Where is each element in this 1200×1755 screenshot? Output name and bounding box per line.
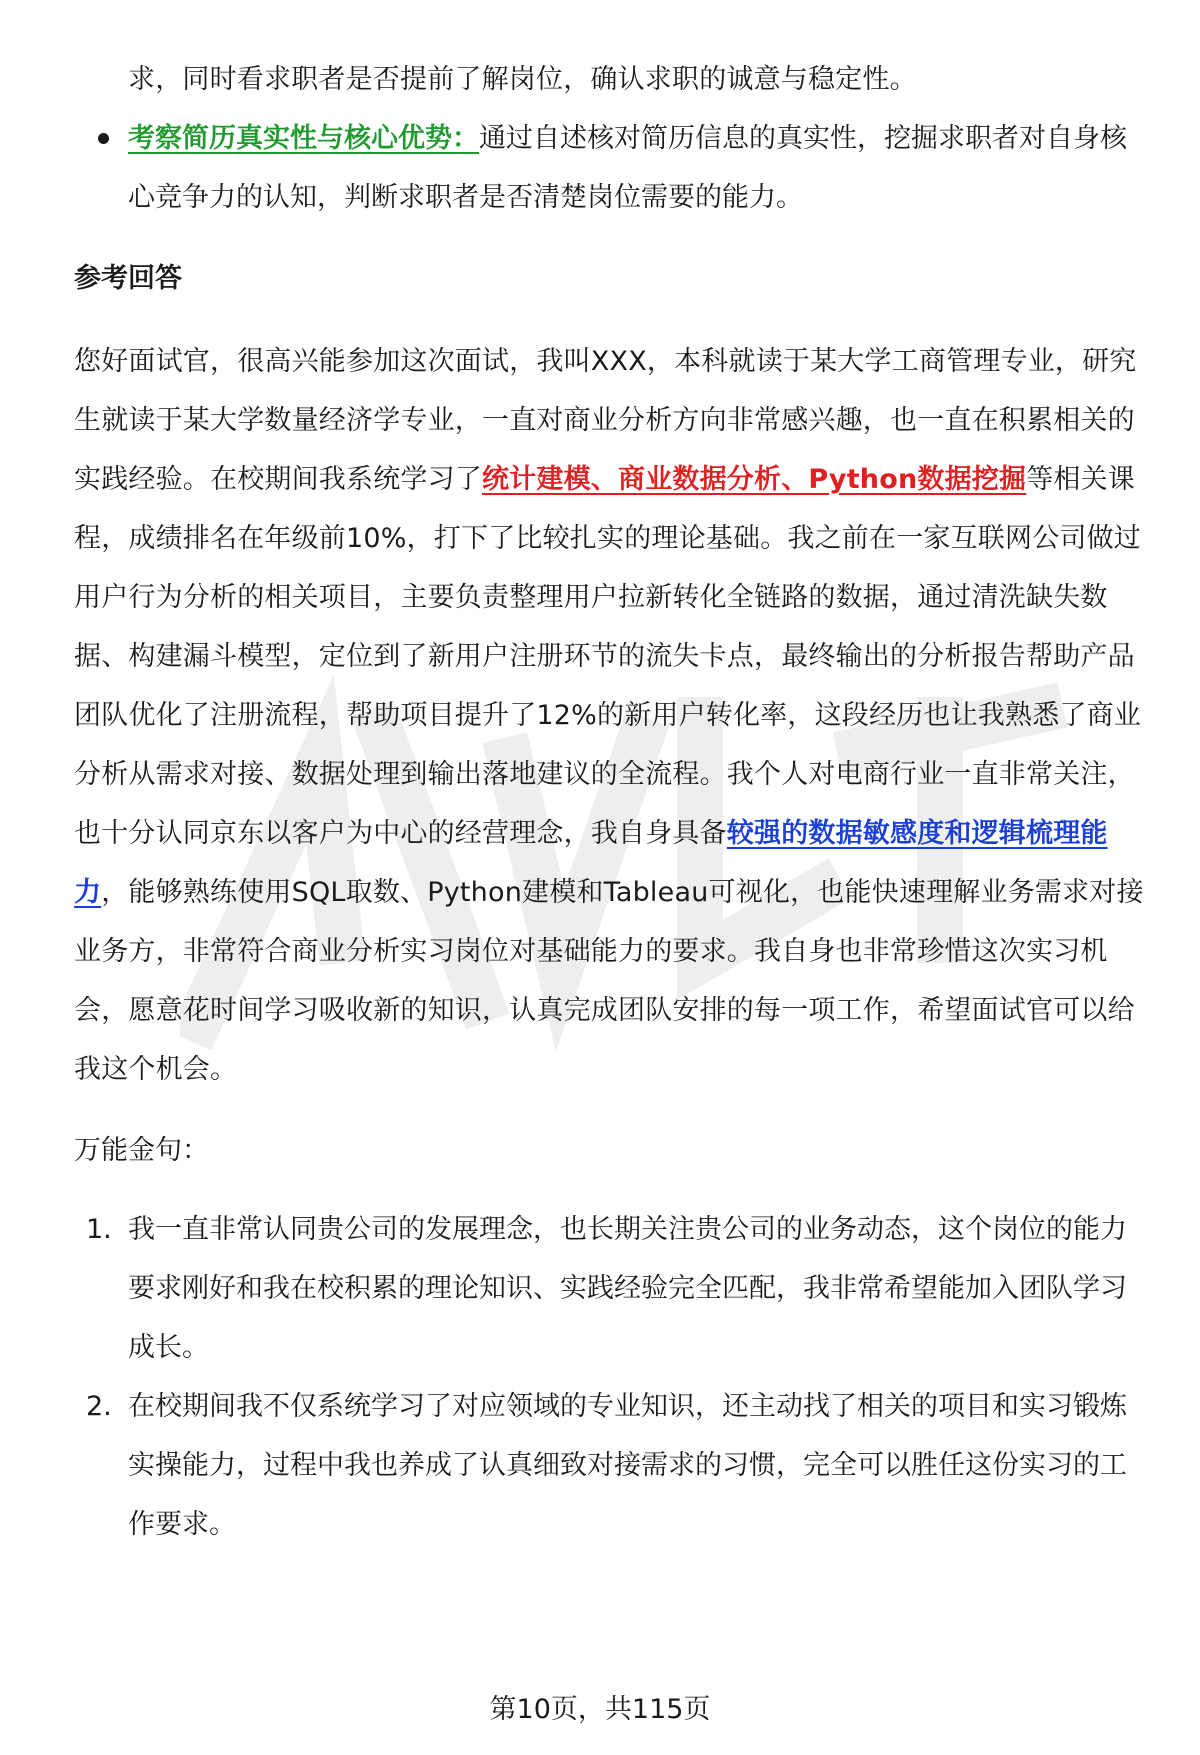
bullet-text: 通过自述核对简历信息的真实性，挖掘求职者对自身核心竞争力的认知，判断求职者是否清楚岗位需要的能力。 [128, 123, 1127, 213]
list-number: 1. [86, 1214, 112, 1245]
highlight-courses: 统计建模、商业数据分析、Python数据挖掘 [482, 464, 1027, 495]
main-content [74, 50, 1148, 1554]
answer-part-1: 您好面试官，很高兴能参加这次面试，我叫XXX，本科就读于某大学工商管理专业，研究生就读于某大学数量经济学专业，一直对商业分析方向非常感兴趣，也一直在积累相关的实践经验。在校期间我系统学习了 [74, 346, 1137, 495]
bullet-label: 考察简历真实性与核心优势： [128, 123, 479, 154]
section-title: 参考回答 [74, 263, 182, 294]
list-item [74, 1200, 1148, 1377]
page-number: 第10页，共115页 [489, 1694, 711, 1725]
list-text: 在校期间我不仅系统学习了对应领域的专业知识，还主动找了相关的项目和实习锻炼实操能力，过程中我也养成了认真细致对接需求的习惯，完全可以胜任这份实习的工作要求。 [128, 1391, 1127, 1540]
phrases-label: 万能金句： [74, 1135, 209, 1166]
answer-paragraph [74, 332, 1148, 1099]
list-text: 我一直非常认同贵公司的发展理念，也长期关注贵公司的业务动态，这个岗位的能力要求刚好和我在校积累的理论知识、实践经验完全匹配，我非常希望能加入团队学习成长。 [128, 1214, 1127, 1363]
list-number: 2. [86, 1391, 112, 1422]
phrases-list [74, 1200, 1148, 1554]
answer-part-3: ，能够熟练使用SQL取数、Python建模和Tableau可视化，也能快速理解业务需求对接业务方，非常符合商业分析实习岗位对基础能力的要求。我自身也非常珍惜这次实习机会，愿意花时间学习吸收新的知识，认真完成团队安排的每一项工作，希望面试官可以给我这个机会。 [74, 877, 1144, 1085]
continued-line: 求，同时看求职者是否提前了解岗位，确认求职的诚意与稳定性。 [128, 64, 917, 95]
highlight-abilities: 较强的数据敏感度和逻辑梳理能力 [74, 818, 1108, 908]
bullet-dot-icon [98, 133, 109, 144]
list-item [74, 1377, 1148, 1554]
bullet-item [74, 109, 1148, 227]
answer-part-2: 等相关课程，成绩排名在年级前10%，打下了比较扎实的理论基础。我之前在一家互联网公司做过用户行为分析的相关项目，主要负责整理用户拉新转化全链路的数据，通过清洗缺失数据、构建漏斗模型，定位到了新用户注册环节的流失卡点，最终输出的分析报告帮助产品团队优化了注册流程，帮助项目提升了12%的新用户转化率，这段经历也让我熟悉了商业分析从需求对接、数据处理到输出落地建议的全流程。我个人对电商行业一直非常关注，也十分认同京东以客户为中心的经营理念，我自身具备 [74, 464, 1142, 849]
